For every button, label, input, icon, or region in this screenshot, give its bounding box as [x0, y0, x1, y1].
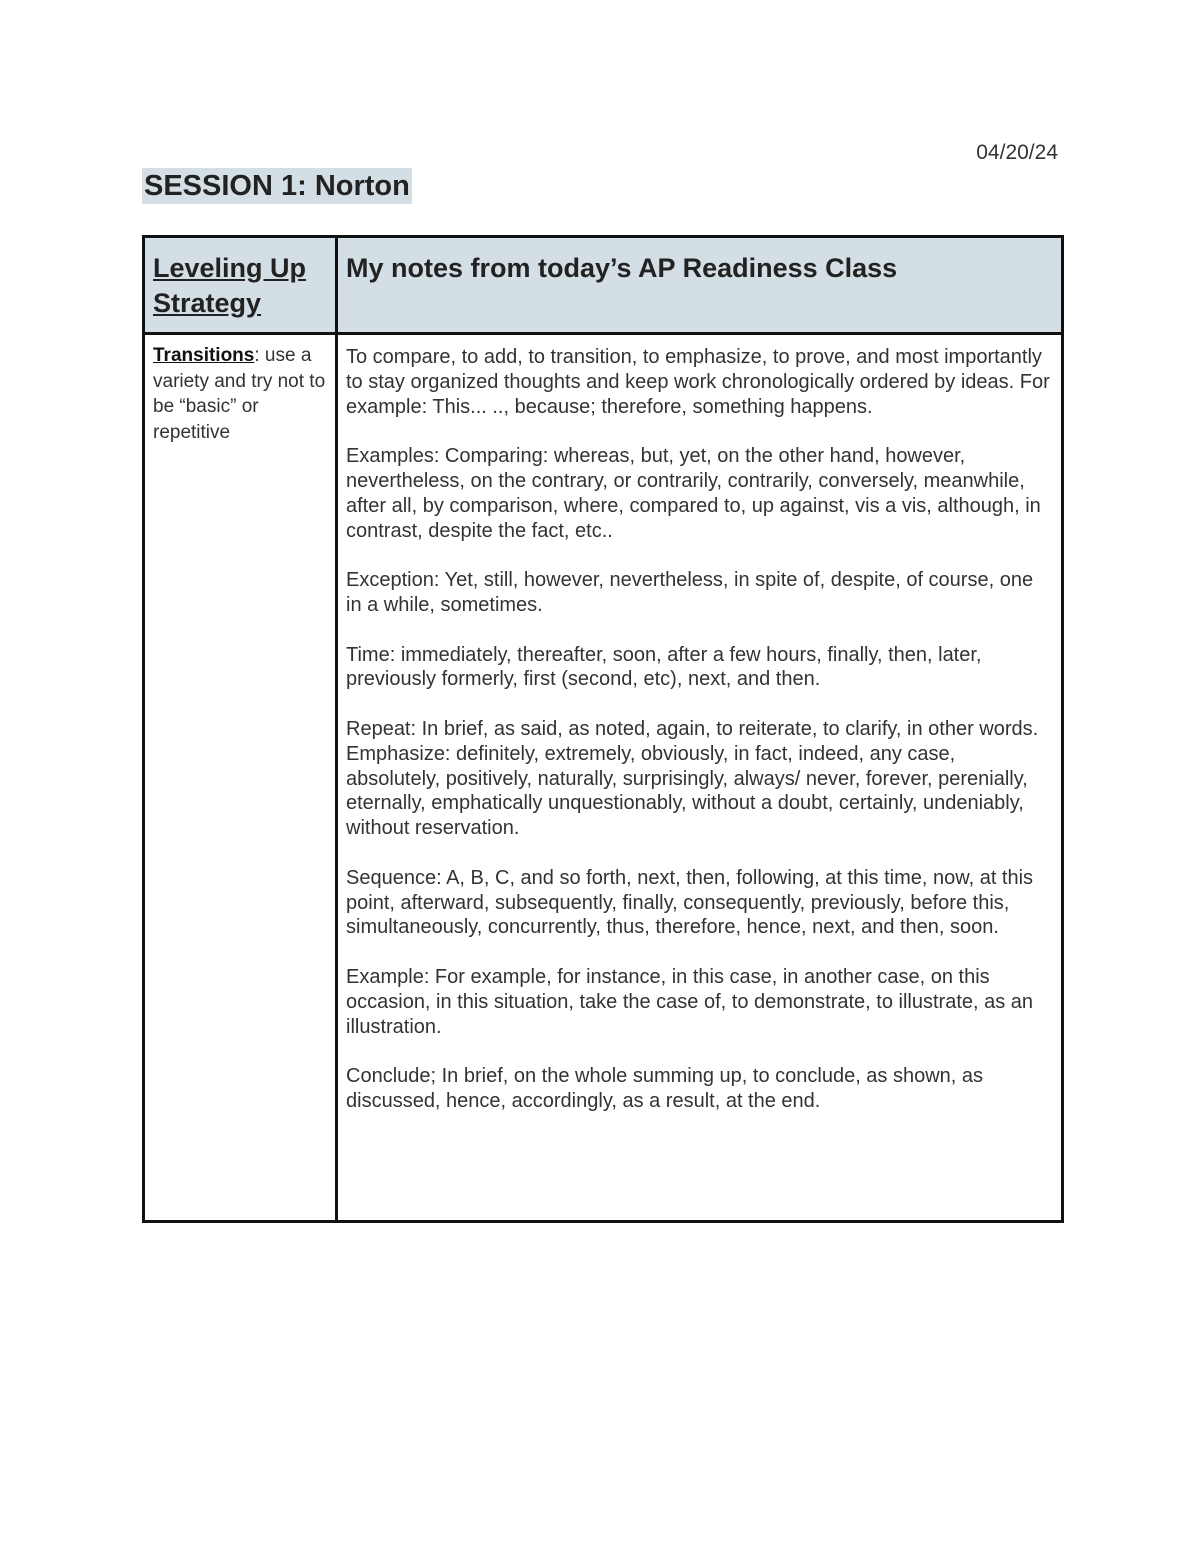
notes-paragraph-sequence: Sequence: A, B, C, and so forth, next, then, following, at this time, now, at this point, afterward, subsequently, finally, consequently, previously, before this, simultaneously, concurrently, thus, therefore, hence, next, and then, soon. [346, 866, 1034, 939]
strategy-description: : use a variety and try not to be “basic” or repetitive [153, 345, 326, 443]
strategy-column-header-label: Leveling Up Strategy [153, 253, 307, 318]
notes-paragraph-exception: Exception: Yet, still, however, nevertheless, in spite of, despite, of course, one in a while, sometimes. [346, 569, 1034, 616]
strategy-term: Transitions [153, 345, 255, 366]
notes-paragraph-repeat: Repeat: In brief, as said, as noted, again, to reiterate, to clarify, in other words. [346, 717, 1039, 740]
notes-paragraph-example: Example: For example, for instance, in this case, in another case, on this occasion, in this situation, take the case of, to demonstrate, to illustrate, as an illustration. [346, 965, 1034, 1038]
notes-paragraph-conclude: Conclude; In brief, on the whole summing up, to conclude, as shown, as discussed, hence, accordingly, as a result, at the end. [346, 1065, 984, 1112]
notes-table [142, 235, 1064, 1223]
strategy-column-header [144, 237, 337, 334]
table-header-row [144, 237, 1063, 334]
document-date: 04/20/24 [976, 141, 1058, 164]
notes-paragraph-time: Time: immediately, thereafter, soon, after a few hours, finally, then, later, previously formerly, first (second, etc), next, and then. [346, 643, 982, 691]
notes-paragraph-intro: To compare, to add, to transition, to emphasize, to prove, and most importantly to stay organized thoughts and keep work chronologically ordered by ideas. For example: This... .., because; therefore, something happens. [346, 346, 1050, 418]
table-row [144, 334, 1063, 1222]
notes-column-header: My notes from today’s AP Readiness Class [337, 237, 1063, 334]
strategy-cell [144, 334, 337, 1222]
notes-cell [337, 334, 1063, 1222]
page-title: SESSION 1: Norton [144, 170, 410, 202]
notes-paragraph-emphasize: Emphasize: definitely, extremely, obviously, in fact, indeed, any case, absolutely, positively, naturally, surprisingly, always/ never, forever, perenially, eternally, emphatically unquestionably, without a doubt, certainly, undeniably, without reservation. [346, 742, 1028, 840]
notes-paragraph-comparing: Examples: Comparing: whereas, but, yet, on the other hand, however, nevertheless, on the contrary, or contrarily, contrarily, conversely, meanwhile, after all, by comparison, where, compared to, up against, vis a vis, although, in contrast, despite the fact, etc.. [346, 445, 1041, 542]
